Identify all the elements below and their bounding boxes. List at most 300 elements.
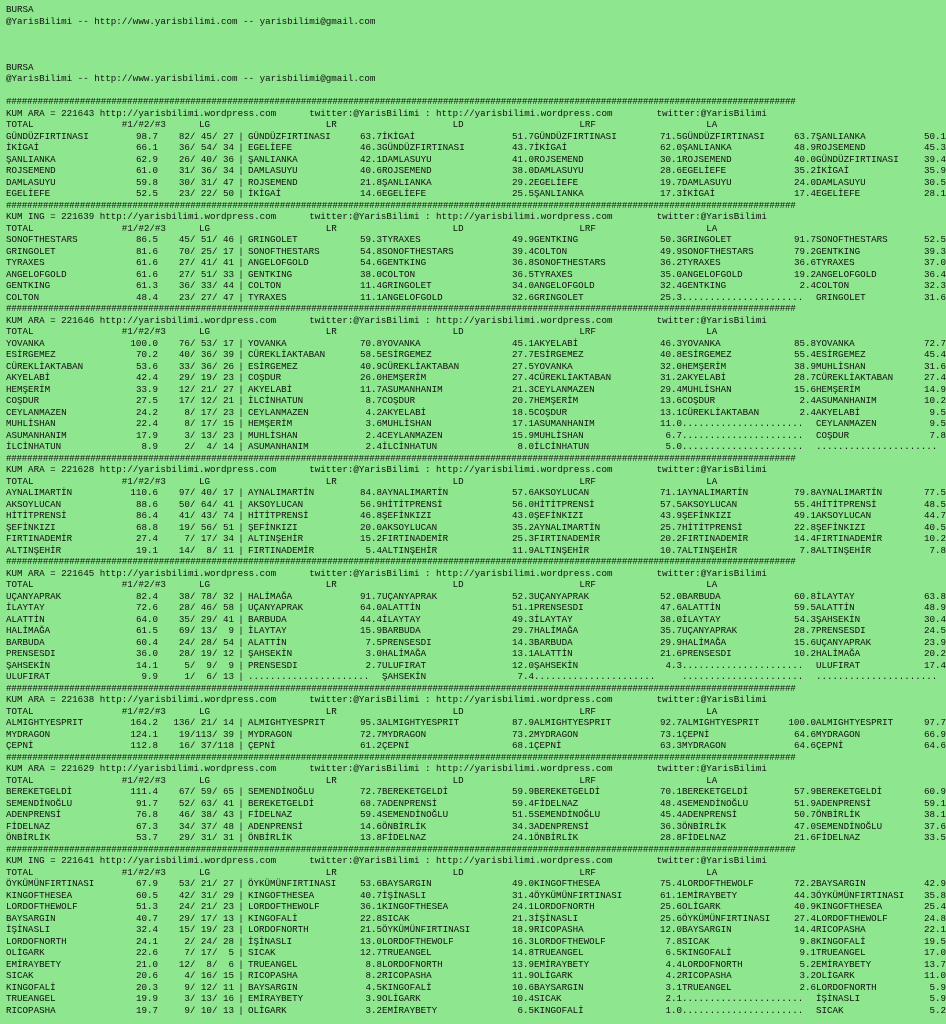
ld-name: BEREKETGELDİ [534, 786, 601, 797]
lrf-score: 79.2 [793, 245, 816, 257]
race-line: KUM ARA = 221643 http://yarisbilimi.wordpress.com twitter:@YarisBilimi : http://yarisbilimi.wordpress.com twitter:@YarisBilimi [6, 107, 767, 119]
lrf-name: ALATTİN [682, 602, 721, 613]
ld-score: 49.9 [659, 245, 682, 257]
ld-name: ŞANLIANKA [534, 188, 584, 199]
lg-score: 64.0 [359, 602, 382, 613]
horse-name: FİDELNAZ [6, 820, 51, 832]
lrf-name: ALMIGHTYESPRIT [682, 717, 760, 728]
lr-name: AKYELABİ [382, 406, 427, 418]
table-row [6, 372, 946, 384]
column-divider: | [238, 153, 244, 165]
lr-score: 43.0 [511, 510, 534, 521]
column-divider: | [238, 498, 244, 510]
column-divider: | [238, 142, 244, 153]
horse-name: EGELİEFE [6, 188, 51, 199]
race-line: KUM ARA = 221628 http://yarisbilimi.wordpress.com twitter:@YarisBilimi : http://yarisbilimi.wordpress.com twitter:@YarisBilimi [6, 464, 767, 475]
lg-score: 68.7 [359, 797, 382, 809]
horse-name: GENTKING [6, 280, 51, 291]
total-score: 48.4 [135, 291, 158, 303]
lr-name: İLCİNHATUN [382, 441, 438, 452]
la-score: 39.4 [923, 153, 946, 165]
horse-name: ŞEFİNKIZI [6, 521, 56, 533]
table-row [6, 234, 946, 246]
ld-score: 29.4 [659, 383, 682, 395]
ld-score: 6.5 [665, 947, 682, 958]
column-divider: | [238, 613, 244, 625]
lrf-score: 2.4 [799, 406, 816, 418]
ld-name: GENTKING [534, 234, 579, 245]
lg-score: 7.5 [365, 636, 382, 648]
total-score: 17.9 [135, 429, 158, 441]
lr-score: 25.3 [511, 533, 534, 544]
lrf-name: MYDRAGON [682, 740, 727, 751]
lrf-name: ...................... [682, 671, 804, 682]
lg-name: EGELİEFE [248, 142, 293, 153]
lg-name: HİTİTPRENSİ [248, 510, 309, 521]
total-score: 98.7 [135, 130, 158, 142]
la-name: CÜREKLİAKTABAN [816, 372, 894, 383]
placings: 36/ 54/ 34 [178, 142, 234, 153]
placings: 4/ 16/ 15 [184, 970, 234, 981]
lg-name: AYNALIMARTİN [248, 487, 315, 498]
lrf-score: 9.1 [799, 947, 816, 958]
lr-score: 87.9 [511, 717, 534, 728]
lrf-score: 57.9 [793, 786, 816, 797]
lr-name: GÜNDÜZFIRTINASI [382, 142, 465, 153]
la-name: BEREKETGELDİ [816, 786, 883, 797]
lrf-name: ŞANLIANKA [682, 142, 732, 153]
total-score: 81.6 [135, 245, 158, 257]
table-row [6, 395, 946, 407]
lr-score: 20.7 [511, 395, 534, 406]
ld-score: 62.0 [659, 142, 682, 153]
column-header: TOTAL #1/#2/#3 LG LR LD LRF LA [6, 475, 718, 487]
placings: 82/ 45/ 27 [178, 130, 234, 142]
lr-name: SICAK [382, 912, 410, 924]
table-row [6, 602, 946, 614]
lr-name: AKSOYLUCAN [382, 521, 438, 533]
ld-score: 25.7 [659, 521, 682, 533]
total-score: 22.6 [135, 947, 158, 958]
lrf-name: ...................... [682, 291, 804, 303]
lg-score: 2.4 [365, 429, 382, 441]
la-score: 39.3 [923, 245, 946, 257]
lg-name: SICAK [248, 947, 276, 958]
lr-score: 29.2 [511, 176, 534, 188]
la-score: 35.8 [923, 889, 946, 901]
placings: 53/ 21/ 27 [178, 878, 234, 889]
lg-score: 84.8 [359, 487, 382, 498]
lg-name: TRUEANGEL [248, 958, 298, 970]
ld-score: 70.1 [659, 786, 682, 797]
la-score: 48.5 [923, 498, 946, 510]
ld-name: ALTINŞEHİR [534, 544, 590, 556]
column-divider: | [238, 740, 244, 751]
separator-line: ###################################################################################################################################################### [6, 452, 796, 464]
table-row [6, 268, 946, 281]
lr-name: ALATTİN [382, 602, 421, 613]
total-score: 72.6 [135, 602, 158, 613]
ld-name: KINGOFALİ [534, 1004, 584, 1016]
lr-score: 10.6 [511, 981, 534, 993]
table-row [6, 912, 946, 925]
column-divider: | [238, 487, 244, 498]
lr-score: 51.7 [511, 130, 534, 142]
ld-name: GRINGOLET [534, 291, 584, 303]
horse-name: UÇANYAPRAK [6, 590, 62, 602]
horse-name: OLİGARK [6, 947, 45, 958]
lrf-name: SONOFTHESTARS [682, 245, 754, 257]
ld-name: CEYLANMAZEN [534, 383, 595, 395]
lg-name: TYRAXES [248, 291, 287, 303]
total-score: 61.5 [135, 625, 158, 636]
lr-name: LORDOFTHEWOLF [382, 935, 454, 947]
ld-score: 73.1 [659, 728, 682, 740]
table-row [6, 636, 946, 649]
city-title: BURSA [6, 4, 34, 15]
la-name: ...................... [816, 441, 938, 452]
lr-score: 24.1 [511, 901, 534, 912]
lg-name: İKİGAİ [248, 188, 282, 199]
la-score: 27.4 [923, 372, 946, 383]
lr-score: 51.1 [511, 602, 534, 613]
ld-score: 11.0 [659, 418, 682, 429]
lrf-score: 48.9 [793, 142, 816, 153]
lg-score: 46.3 [359, 142, 382, 153]
ld-name: AKSOYLUCAN [534, 487, 590, 498]
horse-name: PRENSESDI [6, 648, 56, 659]
lr-name: İŞİNASLI [382, 889, 427, 901]
lg-score: 8.2 [365, 970, 382, 981]
total-score: 8.9 [141, 441, 158, 452]
lrf-name: ...................... [682, 993, 804, 1004]
horse-name: ASUMANHANIM [6, 429, 67, 441]
la-name: COLTON [816, 280, 850, 291]
ld-score: 92.7 [659, 717, 682, 728]
ld-name: ÖNBİRLİK [534, 832, 579, 843]
la-name: ALMIGHTYESPRIT [816, 717, 894, 728]
la-name: SONOFTHESTARS [816, 234, 888, 245]
ld-name: YOVANKA [534, 360, 573, 372]
la-name: EGELİEFE [816, 188, 861, 199]
horse-name: LORDOFTHEWOLF [6, 901, 78, 912]
ld-score: 29.9 [659, 636, 682, 648]
horse-name: SEMENDİNOĞLU [6, 797, 73, 809]
horse-name: SICAK [6, 970, 34, 981]
placings: 23/ 27/ 47 [178, 291, 234, 303]
column-divider: | [238, 349, 244, 360]
ld-name: İKİGAİ [534, 142, 568, 153]
la-name: YOVANKA [816, 337, 855, 349]
table-row [6, 625, 946, 637]
credit-line-repeat: @YarisBilimi -- http://www.yarisbilimi.com -- yarisbilimi@gmail.com [6, 73, 376, 84]
la-name: GENTKING [816, 245, 861, 257]
la-name: TRUEANGEL [816, 947, 866, 958]
lrf-score: 47.0 [793, 820, 816, 832]
ld-score: 32.0 [659, 360, 682, 372]
lrf-score: 40.9 [793, 901, 816, 912]
lg-score: 42.1 [359, 153, 382, 165]
placings: 9/ 12/ 11 [184, 981, 234, 993]
total-score: 91.7 [135, 797, 158, 809]
lrf-name: BARBUDA [682, 590, 721, 602]
lg-score: 26.0 [359, 372, 382, 383]
lr-score: 14.8 [511, 947, 534, 958]
lr-name: ALMIGHTYESPRIT [382, 717, 460, 728]
total-score: 19.1 [135, 544, 158, 556]
horse-name: ALMIGHTYESPRIT [6, 717, 84, 728]
lrf-name: UÇANYAPRAK [682, 625, 738, 636]
horse-name: ÖYKÜMÜNFIRTINASI [6, 878, 95, 889]
total-score: 61.6 [135, 268, 158, 280]
table-row [6, 406, 946, 419]
total-score: 60.4 [135, 636, 158, 648]
la-score: 50.1 [923, 130, 946, 142]
lr-score: 15.9 [511, 429, 534, 441]
la-score: 44.7 [923, 510, 946, 521]
lg-score: 59.3 [359, 234, 382, 245]
horse-name: İLAYTAY [6, 602, 45, 613]
lrf-score: 2.4 [799, 395, 816, 406]
la-name: AKYELABİ [816, 406, 861, 418]
lrf-score: 49.1 [793, 510, 816, 521]
ld-name: LORDOFTHEWOLF [534, 935, 606, 947]
ld-score: 35.7 [659, 625, 682, 636]
ld-score: 4.4 [665, 958, 682, 970]
lrf-name: TYRAXES [682, 257, 721, 268]
la-score: 64.6 [923, 740, 946, 751]
lg-name: İLCİNHATUN [248, 395, 304, 406]
lr-name: EMİRAYBETY [382, 1004, 438, 1016]
horse-name: ADENPRENSİ [6, 809, 62, 820]
lr-name: UÇANYAPRAK [382, 590, 438, 602]
placings: 24/ 21/ 23 [178, 901, 234, 912]
placings: 27/ 51/ 33 [178, 268, 234, 280]
table-row [6, 337, 946, 350]
ld-score: 75.4 [659, 878, 682, 889]
ld-score: 19.7 [659, 176, 682, 188]
lg-score: 3.6 [365, 418, 382, 429]
column-divider: | [238, 993, 244, 1004]
placings: 36/ 33/ 44 [178, 280, 234, 291]
lrf-score: 64.6 [793, 728, 816, 740]
lrf-score: 55.4 [793, 349, 816, 360]
placings: 34/ 37/ 48 [178, 820, 234, 832]
la-name: ÖYKÜMÜNFIRTINASI [816, 889, 905, 901]
la-name: BAYSARGIN [816, 878, 866, 889]
ld-name: LORDOFNORTH [534, 901, 595, 912]
lr-name: GRINGOLET [382, 280, 432, 291]
lg-score: 61.2 [359, 740, 382, 751]
table-row [6, 740, 946, 752]
lr-name: HEMŞERİM [382, 372, 427, 383]
lrf-name: MUHLİSHAN [682, 383, 732, 395]
lg-score: 72.7 [359, 786, 382, 797]
la-name: ULUFIRAT [816, 659, 861, 671]
column-header: TOTAL #1/#2/#3 LG LR LD LRF LA [6, 326, 718, 337]
lg-score: 13.0 [359, 935, 382, 947]
column-divider: | [238, 165, 244, 176]
ld-name: ÇEPNİ [534, 740, 562, 751]
table-row [6, 418, 946, 430]
table-row [6, 349, 946, 361]
placings: 3/ 13/ 23 [184, 429, 234, 441]
lrf-name: YOVANKA [682, 337, 721, 349]
la-name: İLAYTAY [816, 590, 855, 602]
la-score: 48.9 [923, 602, 946, 613]
lr-name: DAMLASUYU [382, 153, 432, 165]
lrf-score: 54.3 [793, 613, 816, 625]
column-divider: | [238, 924, 244, 935]
lrf-name: İKİGAİ [682, 188, 716, 199]
spacer [6, 39, 884, 51]
horse-name: GÜNDÜZFIRTINASI [6, 130, 89, 142]
placings: 2/ 4/ 14 [184, 441, 234, 452]
ld-score: 30.1 [659, 153, 682, 165]
table-row [6, 142, 946, 154]
column-divider: | [238, 602, 244, 613]
lr-score: 49.3 [511, 613, 534, 625]
placings: 2/ 24/ 28 [184, 935, 234, 947]
column-divider: | [238, 1004, 244, 1016]
horse-name: HALİMAĞA [6, 625, 51, 636]
lr-name: KINGOFTHESEA [382, 901, 449, 912]
horse-name: COŞDUR [6, 395, 40, 406]
lrf-name: ...................... [682, 1004, 804, 1016]
lg-name: SONOFTHESTARS [248, 245, 320, 257]
la-score: 45.4 [923, 349, 946, 360]
lr-score: 32.6 [511, 291, 534, 303]
table-row [6, 257, 946, 269]
total-score: 53.7 [135, 832, 158, 843]
column-divider: | [238, 533, 244, 544]
race-line: KUM ARA = 221646 http://yarisbilimi.wordpress.com twitter:@YarisBilimi : http://yarisbilimi.wordpress.com twitter:@YarisBilimi [6, 314, 767, 326]
la-score: 25.4 [923, 901, 946, 912]
lg-score: 21.8 [359, 176, 382, 188]
lg-name: FİDELNAZ [248, 809, 293, 820]
lr-name: ÖYKÜMÜNFIRTINASI [382, 924, 471, 935]
horse-name: ŞANLIANKA [6, 153, 56, 165]
lg-name: ALTINŞEHİR [248, 533, 304, 544]
placings: 52/ 63/ 41 [178, 797, 234, 809]
lr-score: 25.5 [511, 188, 534, 199]
la-score: 33.5 [923, 832, 946, 843]
table-row [6, 429, 946, 442]
column-divider: | [238, 188, 244, 199]
la-score: 5.9 [929, 981, 946, 993]
placings: 5/ 9/ 9 [184, 659, 234, 671]
la-name: ÇEPNİ [816, 740, 844, 751]
lg-name: MUHLİSHAN [248, 429, 298, 441]
lrf-score [780, 292, 816, 304]
ld-score: 71.5 [659, 130, 682, 142]
table-row [6, 153, 946, 166]
table-row [6, 544, 946, 557]
lg-name: EMİRAYBETY [248, 993, 304, 1004]
la-score: 66.9 [923, 728, 946, 740]
la-name: FİDELNAZ [816, 832, 861, 843]
lrf-score: 10.2 [793, 648, 816, 659]
lg-score: 14.6 [359, 820, 382, 832]
column-divider: | [238, 130, 244, 142]
table-row [6, 797, 946, 810]
column-divider: | [238, 544, 244, 556]
placings: 19/113/ 39 [178, 728, 234, 740]
ld-name: ...................... [534, 671, 656, 682]
la-name: ROJSEMEND [816, 142, 866, 153]
ld-name: ASUMANHANIM [534, 418, 595, 429]
total-score: 86.5 [135, 234, 158, 245]
ld-score: 31.2 [659, 372, 682, 383]
lr-name: ÖNBİRLİK [382, 820, 427, 832]
lrf-score: 15.6 [793, 636, 816, 648]
lr-name: COLTON [382, 268, 416, 280]
la-name: İŞİNASLI [816, 993, 861, 1004]
ld-score: 45.4 [659, 809, 682, 820]
lrf-score: 100.0 [788, 717, 816, 728]
total-score: 111.4 [130, 786, 158, 797]
la-score: 59.1 [923, 797, 946, 809]
placings: 70/ 25/ 17 [178, 245, 234, 257]
la-name: HİTİTPRENSİ [816, 498, 877, 510]
placings: 7/ 17/ 34 [184, 533, 234, 544]
lg-name: ÇEPNİ [248, 740, 276, 751]
ld-score: 71.1 [659, 487, 682, 498]
horse-name: EMİRAYBETY [6, 958, 62, 970]
lrf-name: GÜNDÜZFIRTINASI [682, 130, 765, 142]
spacer [6, 85, 884, 97]
lrf-name: ÇEPNİ [682, 728, 710, 740]
lrf-name: DAMLASUYU [682, 176, 732, 188]
lrf-name: EMİRAYBETY [682, 889, 738, 901]
lg-score: 8.8 [365, 958, 382, 970]
table-row [6, 176, 946, 189]
lr-score: 24.1 [511, 832, 534, 843]
lrf-score: 19.2 [793, 268, 816, 280]
ld-name: SICAK [534, 993, 562, 1004]
table-row [6, 671, 938, 683]
ld-score: 38.0 [659, 613, 682, 625]
lrf-score: 85.8 [793, 337, 816, 349]
placings: 7/ 17/ 5 [184, 947, 234, 958]
lg-score: 95.3 [359, 717, 382, 728]
table-row [6, 291, 946, 304]
placings: 28/ 19/ 12 [178, 648, 234, 659]
total-score: 21.0 [135, 958, 158, 970]
ld-score: 28.6 [659, 165, 682, 176]
table-row [6, 487, 946, 499]
lrf-name: KINGOFALİ [682, 947, 732, 958]
lg-name: RICOPASHA [248, 970, 298, 981]
lrf-name: BAYSARGIN [682, 924, 732, 935]
la-score: 31.6 [923, 360, 946, 372]
la-name: DAMLASUYU [816, 176, 866, 188]
lr-name: İLAYTAY [382, 613, 421, 625]
table-row [6, 165, 946, 177]
lrf-score: 60.8 [793, 590, 816, 602]
lr-score: 68.1 [511, 740, 534, 751]
column-divider: | [238, 717, 244, 728]
total-score: 42.4 [135, 372, 158, 383]
lg-score: 56.9 [359, 498, 382, 510]
lg-name: İŞİNASLI [248, 935, 293, 947]
lg-score: 40.7 [359, 889, 382, 901]
ld-score: 63.3 [659, 740, 682, 751]
column-divider: | [238, 383, 244, 395]
race-line: KUM ARA = 221638 http://yarisbilimi.wordpress.com twitter:@YarisBilimi : http://yarisbilimi.wordpress.com twitter:@YarisBilimi [6, 694, 767, 705]
total-score: 100.0 [130, 337, 158, 349]
placings: 40/ 36/ 39 [178, 349, 234, 360]
